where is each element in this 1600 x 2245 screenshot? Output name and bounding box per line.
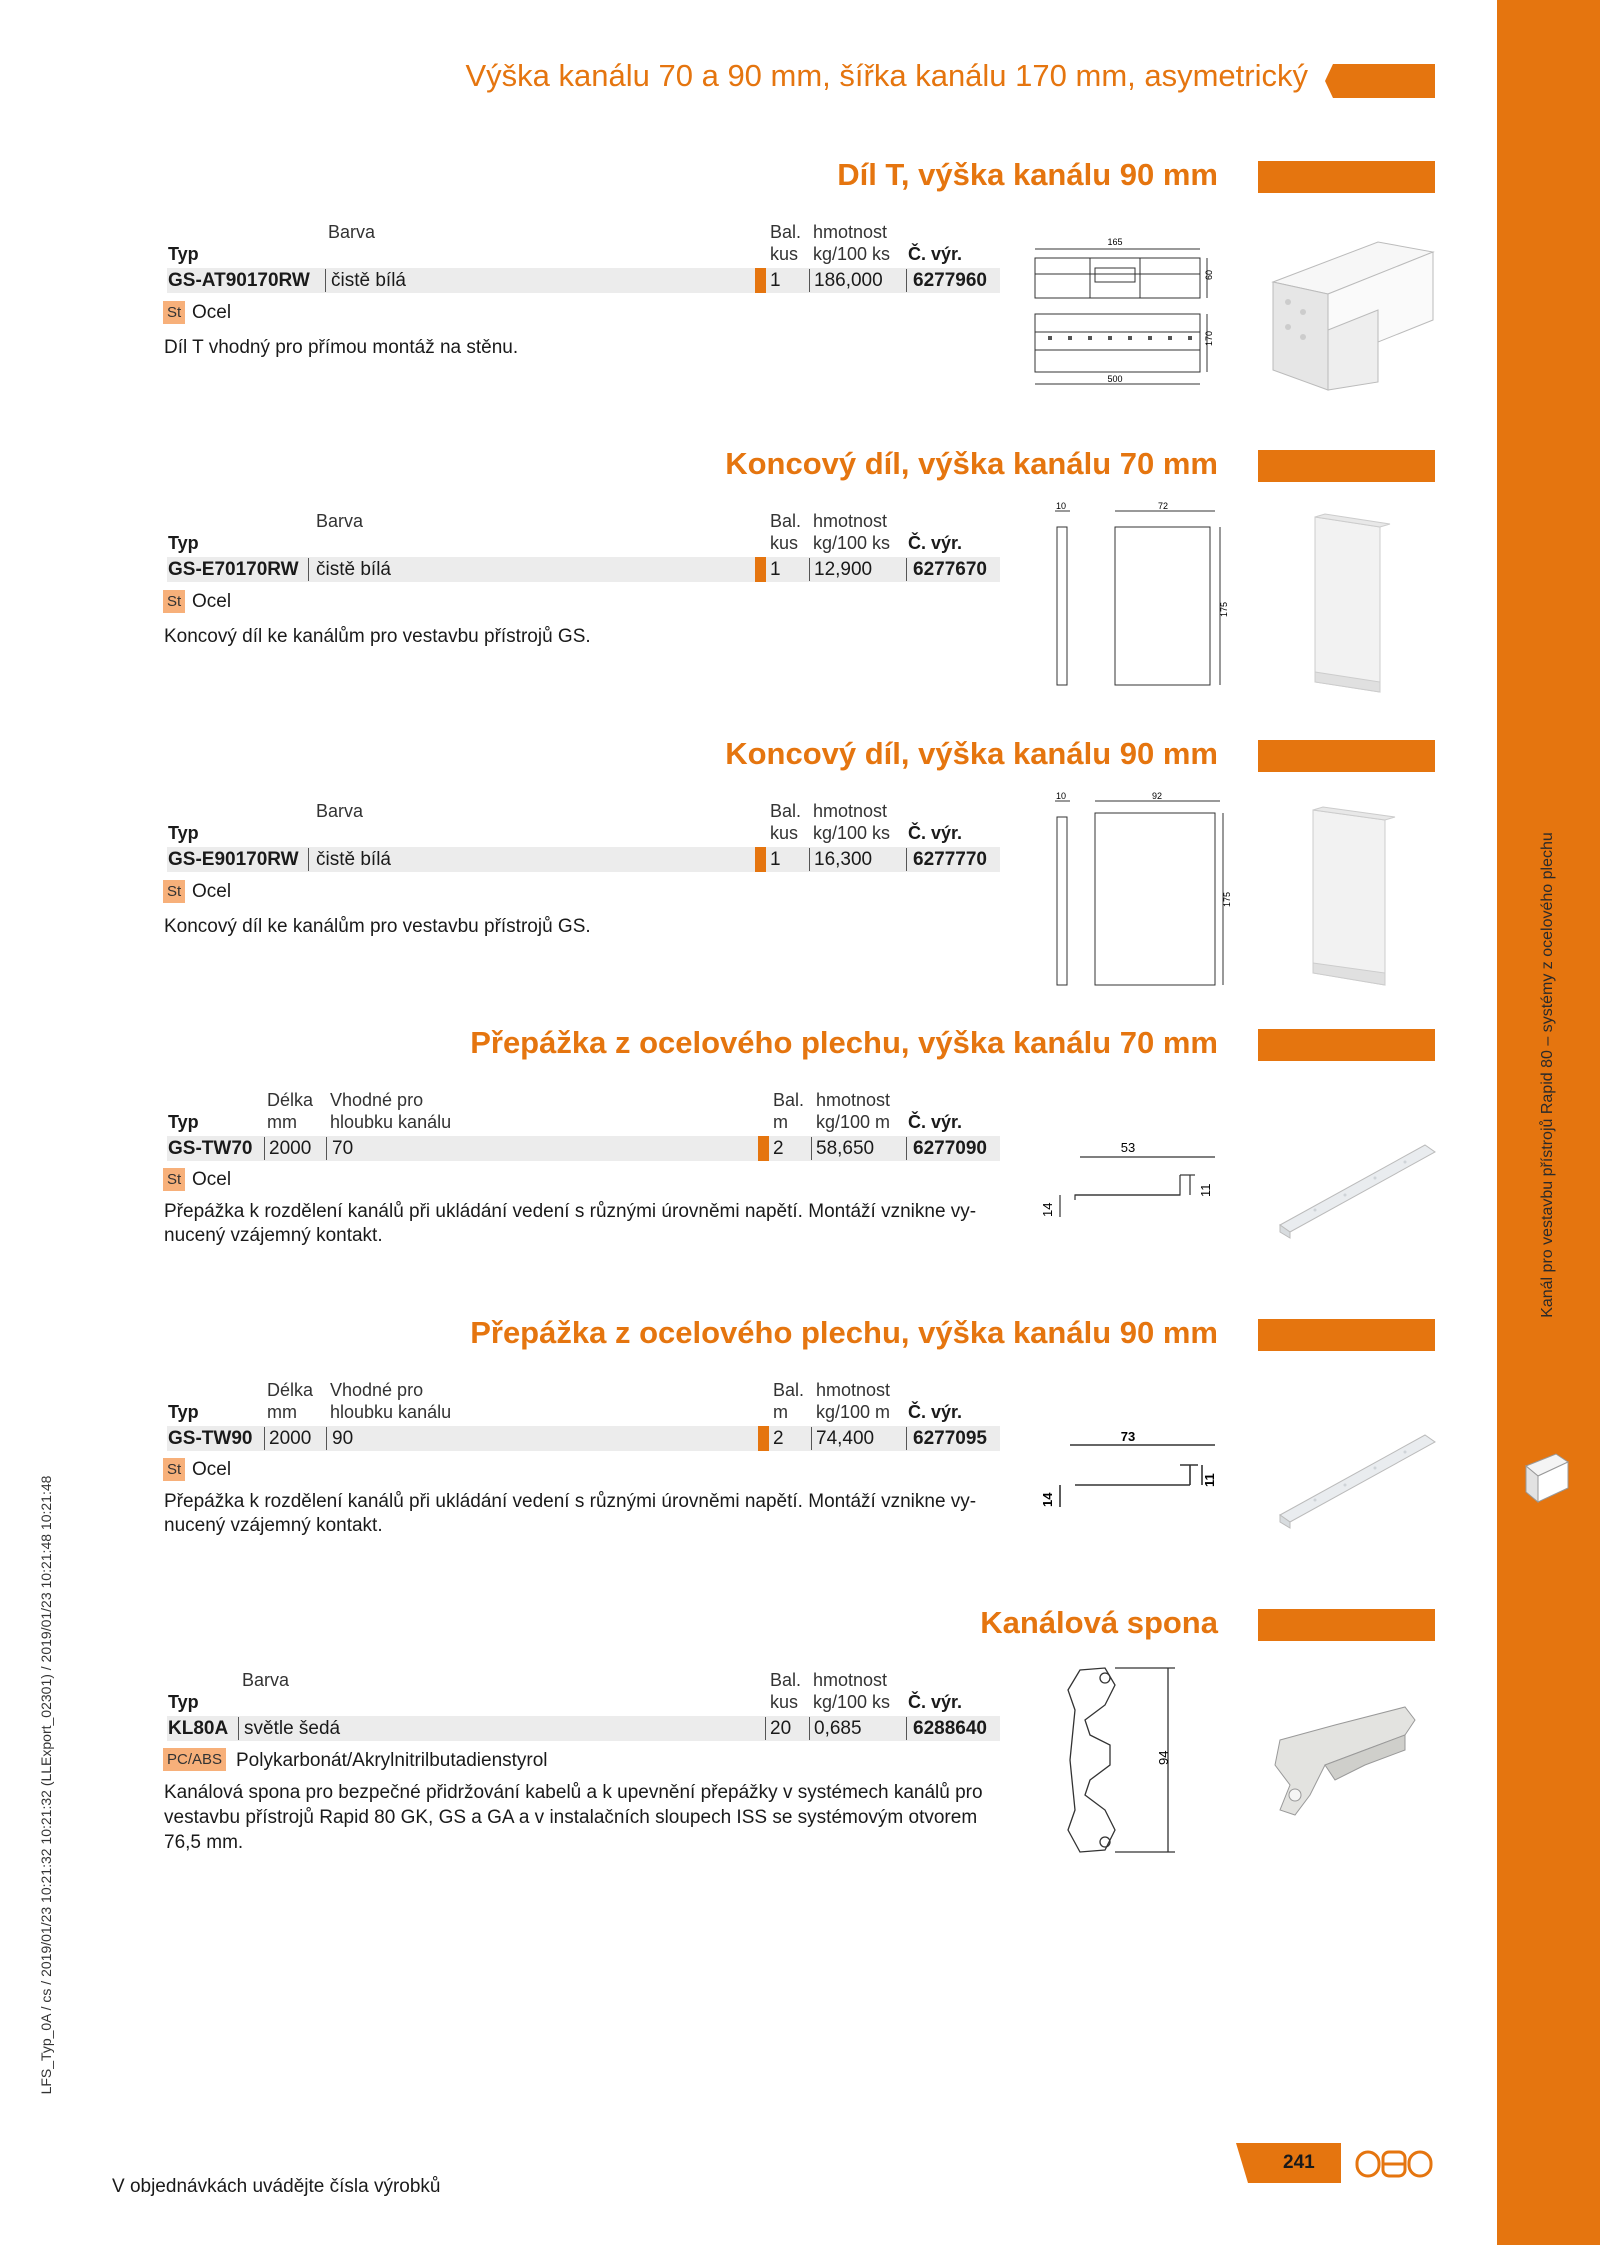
col-typ: Typ <box>168 1692 199 1712</box>
col-bal-unit: kus <box>770 1692 799 1712</box>
clip-technical-drawing <box>1060 1660 1190 1865</box>
col-barva: Barva <box>242 1670 290 1690</box>
section-description: Díl T vhodný pro přímou montáž na stěnu. <box>164 337 519 358</box>
col-typ: Typ <box>168 1402 199 1422</box>
cell-cislo-vyrobku: 6277670 <box>913 559 987 580</box>
col-hmotnost: hmotnost <box>816 1090 891 1110</box>
t-piece-technical-drawing <box>1030 232 1215 392</box>
partition-70-technical-drawing <box>1030 1135 1220 1230</box>
cell-hmotnost: 74,400 <box>816 1428 875 1449</box>
dim-depth: 170 <box>1204 330 1214 346</box>
material-badge: St <box>163 1458 185 1481</box>
cell-hmotnost: 12,900 <box>814 559 873 580</box>
col-bal-unit: m <box>773 1402 788 1422</box>
material-label: Ocel <box>192 302 232 323</box>
col-typ: Typ <box>168 244 199 264</box>
print-metadata: LFS_Typ_0A / cs / 2019/01/23 10:21:32 10:21:32 (LLExport_02301) / 2019/01/23 10:21:48 10:21:48 <box>38 1475 54 2095</box>
cell-hloubka: 90 <box>332 1428 354 1449</box>
partition-70-product-image <box>1275 1140 1440 1240</box>
cell-bal: 1 <box>770 270 781 291</box>
section-description-line2: nucený vzájemný kontakt. <box>164 1515 383 1536</box>
sidebar-caption: Kanál pro vestavbu přístrojů Rapid 80 – systémy z ocelového plechu <box>1539 832 1556 1318</box>
col-hmotnost-unit: kg/100 m <box>816 1112 891 1132</box>
dim-height: 94 <box>1156 1750 1171 1765</box>
section-title: Přepážka z ocelového plechu, výška kanálu 90 mm <box>470 1315 1218 1350</box>
section-description-line3: 76,5 mm. <box>164 1832 244 1853</box>
col-cislo-vyrobku: Č. výr. <box>908 1692 963 1712</box>
col-hmotnost: hmotnost <box>813 1670 888 1690</box>
col-bal: Bal. <box>770 222 802 242</box>
channel-thumbnail-icon <box>1522 1452 1572 1504</box>
cell-hmotnost: 16,300 <box>814 849 873 870</box>
col-hmotnost: hmotnost <box>816 1380 891 1400</box>
col-hmotnost: hmotnost <box>813 222 888 242</box>
material-label: Ocel <box>192 881 232 902</box>
cell-cislo-vyrobku: 6277770 <box>913 849 987 870</box>
col-hmotnost-unit: kg/100 m <box>816 1402 891 1422</box>
section-title-bar <box>1258 1029 1435 1061</box>
section-description-line1: Přepážka k rozdělení kanálů při ukládání vedení s různými úrovněmi napětí. Montáží vznikne vy- <box>164 1491 977 1512</box>
col-bal: Bal. <box>770 511 802 531</box>
section-title: Koncový díl, výška kanálu 90 mm <box>725 736 1218 771</box>
col-bal: Bal. <box>770 1670 802 1690</box>
row-marker <box>758 1426 769 1451</box>
col-barva: Barva <box>328 222 376 242</box>
col-cislo-vyrobku: Č. výr. <box>908 533 963 553</box>
page-number: 241 <box>1283 2152 1315 2173</box>
cell-bal: 20 <box>770 1718 792 1739</box>
section-title-bar <box>1258 740 1435 772</box>
col-hmotnost-unit: kg/100 ks <box>813 1692 891 1712</box>
cell-typ: GS-E90170RW <box>168 849 299 870</box>
end-piece-70-technical-drawing <box>1045 501 1230 705</box>
material-badge: PC/ABS <box>163 1748 226 1771</box>
col-bal-unit: m <box>773 1112 788 1132</box>
cell-bal: 2 <box>773 1138 784 1159</box>
col-delka: Délka <box>267 1090 314 1110</box>
col-hmotnost-unit: kg/100 ks <box>813 533 891 553</box>
cell-typ: GS-TW70 <box>168 1138 253 1159</box>
partition-90-technical-drawing <box>1030 1425 1220 1520</box>
col-bal-unit: kus <box>770 823 799 843</box>
section-description: Koncový díl ke kanálům pro vestavbu přístrojů GS. <box>164 626 591 647</box>
cell-hmotnost: 186,000 <box>814 270 883 291</box>
dim-lip: 11 <box>1202 1473 1217 1487</box>
cell-cislo-vyrobku: 6288640 <box>913 1718 987 1739</box>
cell-bal: 1 <box>770 849 781 870</box>
dim-length: 500 <box>1107 374 1123 384</box>
section-description-line2: vestavbu přístrojů Rapid 80 GK, GS a GA a v instalačních sloupech ISS se systémovým otvorem <box>164 1807 978 1828</box>
section-title-bar <box>1258 161 1435 193</box>
row-marker <box>755 268 766 293</box>
col-hmotnost-unit: kg/100 ks <box>813 244 891 264</box>
col-typ: Typ <box>168 823 199 843</box>
col-cislo-vyrobku: Č. výr. <box>908 244 963 264</box>
col-hmotnost-unit: kg/100 ks <box>813 823 891 843</box>
section-description-line2: nucený vzájemný kontakt. <box>164 1225 383 1246</box>
row-marker <box>755 557 766 582</box>
col-typ: Typ <box>168 533 199 553</box>
cell-barva: čistě bílá <box>331 270 406 291</box>
material-label: Ocel <box>192 1169 232 1190</box>
row-marker <box>758 1136 769 1161</box>
section-title-bar <box>1258 1319 1435 1351</box>
col-bal: Bal. <box>773 1090 805 1110</box>
dim-width: 53 <box>1120 1140 1136 1155</box>
cell-typ: KL80A <box>168 1718 229 1739</box>
cell-typ: GS-AT90170RW <box>168 270 310 291</box>
col-delka-unit: mm <box>267 1402 297 1422</box>
obo-logo <box>1356 2150 1433 2178</box>
dim-thickness: 10 <box>1055 791 1067 801</box>
cell-delka: 2000 <box>269 1428 312 1449</box>
material-badge: St <box>163 880 185 903</box>
section-title: Koncový díl, výška kanálu 70 mm <box>725 446 1218 481</box>
t-piece-product-image <box>1268 232 1440 392</box>
dim-thickness: 10 <box>1055 501 1067 511</box>
section-description: Koncový díl ke kanálům pro vestavbu přístrojů GS. <box>164 916 591 937</box>
partition-90-product-image <box>1275 1430 1440 1530</box>
col-hmotnost: hmotnost <box>813 801 888 821</box>
material-label: Polykarbonát/Akrylnitrilbutadienstyrol <box>236 1750 548 1771</box>
section-description-line1: Přepážka k rozdělení kanálů při ukládání vedení s různými úrovněmi napětí. Montáží vznikne vy- <box>164 1201 977 1222</box>
dim-height: 175 <box>1219 601 1229 617</box>
col-vhodne-unit: hloubku kanálu <box>330 1112 452 1132</box>
dim-width: 92 <box>1151 791 1163 801</box>
cell-bal: 2 <box>773 1428 784 1449</box>
clip-product-image <box>1265 1695 1425 1830</box>
section-title: Kanálová spona <box>980 1605 1218 1640</box>
cell-barva: světle šedá <box>244 1718 341 1739</box>
section-title-bar <box>1258 450 1435 482</box>
cell-barva: čistě bílá <box>316 849 391 870</box>
col-barva: Barva <box>316 801 364 821</box>
col-typ: Typ <box>168 1112 199 1132</box>
cell-cislo-vyrobku: 6277960 <box>913 270 987 291</box>
cell-cislo-vyrobku: 6277095 <box>913 1428 987 1449</box>
material-badge: St <box>163 1168 185 1191</box>
end-piece-70-product-image <box>1305 512 1425 697</box>
dim-width: 73 <box>1120 1429 1136 1444</box>
col-cislo-vyrobku: Č. výr. <box>908 1112 963 1132</box>
dim-width: 72 <box>1157 501 1169 511</box>
section-description-line1: Kanálová spona pro bezpečné přidržování kabelů a k upevnění přepážky v systémech kanálů pro <box>164 1782 983 1803</box>
end-piece-90-technical-drawing <box>1045 791 1232 995</box>
dim-width: 165 <box>1107 237 1123 247</box>
dim-height: 60 <box>1204 269 1214 280</box>
col-cislo-vyrobku: Č. výr. <box>908 1402 963 1422</box>
section-title: Přepážka z ocelového plechu, výška kanálu 70 mm <box>470 1025 1218 1060</box>
col-bal: Bal. <box>773 1380 805 1400</box>
dim-height: 175 <box>1222 891 1232 907</box>
col-bal-unit: kus <box>770 533 799 553</box>
col-cislo-vyrobku: Č. výr. <box>908 823 963 843</box>
material-badge: St <box>163 301 185 324</box>
col-vhodne-unit: hloubku kanálu <box>330 1402 452 1422</box>
col-hmotnost: hmotnost <box>813 511 888 531</box>
col-bal-unit: kus <box>770 244 799 264</box>
end-piece-90-product-image <box>1305 805 1425 990</box>
cell-hmotnost: 0,685 <box>814 1718 862 1739</box>
col-bal: Bal. <box>770 801 802 821</box>
header-tab-marker <box>1325 64 1435 98</box>
col-vhodne: Vhodné pro <box>330 1380 424 1400</box>
dim-height: 14 <box>1040 1492 1055 1507</box>
col-delka-unit: mm <box>267 1112 297 1132</box>
footer-order-note: V objednávkách uvádějte čísla výrobků <box>112 2176 441 2197</box>
col-barva: Barva <box>316 511 364 531</box>
cell-delka: 2000 <box>269 1138 312 1159</box>
cell-hmotnost: 58,650 <box>816 1138 875 1159</box>
row-marker <box>755 847 766 872</box>
material-label: Ocel <box>192 591 232 612</box>
cell-cislo-vyrobku: 6277090 <box>913 1138 987 1159</box>
cell-barva: čistě bílá <box>316 559 391 580</box>
cell-typ: GS-E70170RW <box>168 559 299 580</box>
dim-height: 14 <box>1040 1202 1055 1217</box>
material-badge: St <box>163 590 185 613</box>
section-title-bar <box>1258 1609 1435 1641</box>
col-delka: Délka <box>267 1380 314 1400</box>
cell-bal: 1 <box>770 559 781 580</box>
page-header-title: Výška kanálu 70 a 90 mm, šířka kanálu 170 mm, asymetrický <box>465 58 1308 93</box>
cell-typ: GS-TW90 <box>168 1428 253 1449</box>
material-label: Ocel <box>192 1459 232 1480</box>
section-title: Díl T, výška kanálu 90 mm <box>837 157 1218 192</box>
cell-hloubka: 70 <box>332 1138 354 1159</box>
dim-lip: 11 <box>1198 1183 1213 1197</box>
col-vhodne: Vhodné pro <box>330 1090 424 1110</box>
